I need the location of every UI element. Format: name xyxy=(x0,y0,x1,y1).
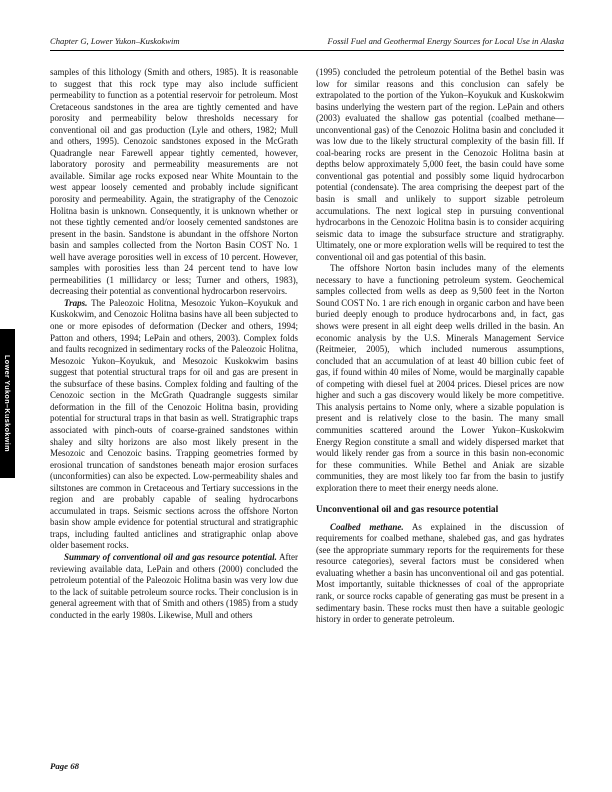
paragraph-text: After reviewing available data, LePain and others (2000) concluded the petroleum potential of the Paleozoic Holitna basin was very low due to the lack of suitable petroleum source rocks. Their conclusion is in general agreement with that of Smith and others (1985) from a study conducted in the early 1980s. Likewise, Mull and others xyxy=(50,551,299,620)
paragraph-text: As explained in the discussion of requirements for coalbed methane, shalebed gas, and gas hydrates (see the appropriate summary reports for the requirements for these resource categories), several factors must be considered when evaluating whether a basin has unconventional oil and gas potential. Most importantly, suitable thicknesses of coal of the appropriate rank, or source rocks capable of generating gas must be present in a sedimentary basin. These rocks must then have a suitable geologic history in order to generate petroleum. xyxy=(316,521,564,625)
running-head xyxy=(50,36,564,51)
paragraph xyxy=(316,522,564,626)
page-number: Page 68 xyxy=(50,761,80,771)
paragraph xyxy=(316,67,564,263)
paragraph xyxy=(50,552,298,621)
paragraph xyxy=(316,263,564,494)
paragraph-text: (1995) concluded the petroleum potential of the Bethel basin was low for similar reasons and this conclusion can safely be extrapolated to the portion of the Yukon–Koyukuk and Kuskokwim basins underlying the western part of the region. LePain and others (2003) evaluated the shallow gas potential (coalbed methane—unconventional gas) of the Cenozoic Holitna basin and concluded it was low due to the likely structural complexity of the basin fill. If coal-bearing rocks are present in the Cenozoic Holitna basin at depths below approximately 5,000 feet, the basin could have some conventional gas potential and possibly some liquid hydrocarbon potential (condensate). The area comprising the deepest part of the basin is small and unlikely to support sizable petroleum accumulations. The next logical step in pursuing conventional hydrocarbons in the Cenozoic Holitna basin is to consider acquiring seismic data to image the subsurface structure and stratigraphy. Ultimately, one or more exploration wells will be required to test the conventional oil and gas potential of this basin. xyxy=(316,67,564,262)
edge-tab-label: Lower Yukon–Kuskokwim xyxy=(3,355,12,452)
paragraph-lead: Summary of conventional oil and gas resource potential. xyxy=(64,551,277,562)
edge-tab xyxy=(0,329,15,478)
running-head-chapter: Chapter G, Lower Yukon–Kuskokwim xyxy=(50,36,180,46)
left-column xyxy=(50,67,298,621)
paragraph xyxy=(50,298,298,552)
running-head-title: Fossil Fuel and Geothermal Energy Sources for Local Use in Alaska xyxy=(327,36,564,46)
paragraph-text: The Paleozoic Holitna, Mesozoic Yukon–Koyukuk and Kuskokwim, and Cenozoic Holitna basins have all been subjected to one or more episodes of deformation (Decker and others, 1994; Patton and others, 1994; LePain and others, 2003). Complex folds and faults recognized in sedimentary rocks of the Paleozoic Holitna, Mesozoic Yukon–Koyukuk, and Mesozoic Kuskokwim basins suggest that potential structural traps for oil and gas are present in the subsurface of these basins. Complex folding and faulting of the Cenozoic section in the McGrath Quadrangle suggests similar deformation in the fill of the Cenozoic Holitna basin, providing potential for structural traps in that basin as well. Stratigraphic traps associated with pinch-outs of coarse-grained sandstones within shaley and silty horizons are also most likely present in the Mesozoic and Cenozoic basins. Trapping geometries formed by erosional truncation of sandstones beneath major erosion surfaces (unconformities) can also be expected. Low-permeability shales and siltstones are common in Cretaceous and Tertiary successions in the region and are probably capable of sealing hydrocarbons accumulated in traps. Seismic sections across the offshore Norton basin show ample evidence for potential structural and stratigraphic traps, including faulted anticlines and stratigraphic onlap above older basement rocks. xyxy=(50,297,298,551)
paragraph-lead: Coalbed methane. xyxy=(330,521,404,532)
paragraph-lead: Traps. xyxy=(64,297,88,308)
section-heading: Unconventional oil and gas resource potential xyxy=(316,505,499,516)
right-column xyxy=(316,67,564,626)
paragraph xyxy=(50,67,298,298)
paragraph-text: samples of this lithology (Smith and others, 1985). It is reasonable to suggest that this rock type may also include sufficient permeability to function as a potential reservoir for petroleum. Most Cretaceous sandstones in the area are tightly cemented and have porosity and permeability below thresholds necessary for conventional oil and gas production (Lyle and others, 1982; Mull and others, 1995). Cenozoic sandstones exposed in the McGrath Quadrangle near Farewell appear tightly cemented, however, laboratory porosity and permeability measurements are not available. Similar age rocks exposed near White Mountain to the west appear loosely cemented and probably include significant porosity and permeability. Again, the stratigraphy of the Cenozoic Holitna basin is unknown. Consequently, it is unknown whether or not these tightly cemented and/or loosely cemented sandstones are present in the basin. Sandstone is abundant in the offshore Norton basin and samples collected from the Norton Basin COST No. 1 well have average porosities well in excess of 10 percent. However, samples with porosities less than 24 percent tend to have low permeabilities (1 millidarcy or less; Turner and others, 1983), decreasing their potential as conventional hydrocarbon reservoirs. xyxy=(50,67,298,297)
paragraph-text: The offshore Norton basin includes many of the elements necessary to have a functioning petroleum system. Geochemical samples collected from wells as deep as 9,500 feet in the Norton Sound COST No. 1 are rich enough in organic carbon and have been buried deeply enough to produce hydrocarbons and, in fact, gas shows were present in all eight deep wells drilled in the basin. An economic analysis by the U.S. Minerals Management Service (Reitmeier, 2005), which included numerous assumptions, concluded that an accumulation of at least 40 billion cubic feet of gas, if found within 40 miles of Nome, would be marginally capable of competing with diesel fuel at 2004 prices. Diesel prices are now higher and such a gas discovery would likely be more competitive. This analysis pertains to Nome only, where a sizable population is present and is relatively close to the basin. The many small communities scattered around the Lower Yukon–Kuskokwim Energy Region constitute a small and widely dispersed market that would likely render gas from a source in this basin non-economic for these communities. While Bethel and Aniak are sizable communities, they are most likely too far from the basin to justify exploration there to meet their energy needs alone. xyxy=(316,263,564,493)
